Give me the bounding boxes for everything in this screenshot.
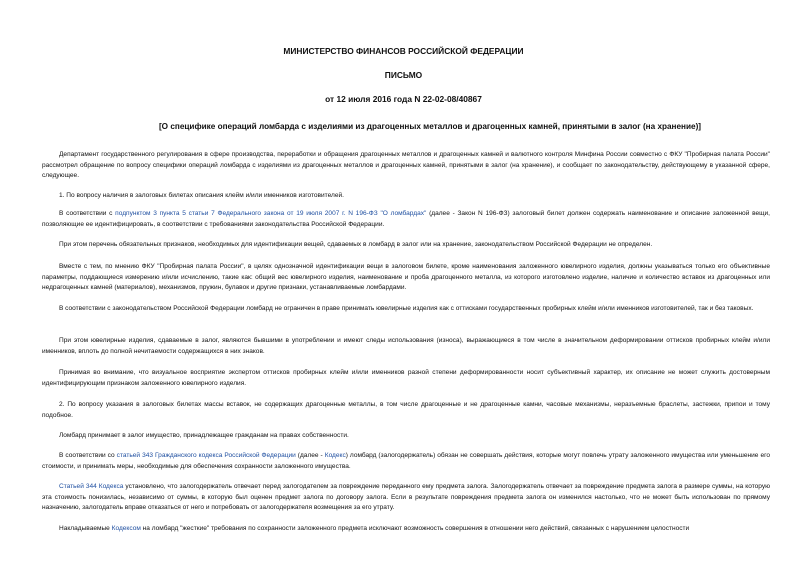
civil-code-article-343-link[interactable]: статьей 343 Гражданского кодекса Российской Федерации xyxy=(116,452,296,459)
paragraph-text: ) ломбард (залогодержатель) обязан не совершать действия, которые могут повлечь утрату заложенного имущества или уменьшение его стоимости, и принимать меры, необходимые для обеспечения сохранности заложенного имущества. xyxy=(42,452,770,470)
paragraph-identification: При этом перечень обязательных признаков, необходимых для идентификации вещей, сдаваемых в ломбард в залог или на хранение, законодательством Российской Федерации не определен. xyxy=(59,241,653,248)
date-number-heading: от 12 июля 2016 года N 22-02-08/40867 xyxy=(325,94,482,104)
civil-code-link[interactable]: Кодекс xyxy=(324,452,346,459)
paragraph-text: В соответствии с xyxy=(59,210,116,217)
paragraph-ownership: Ломбард принимает в залог имущество, принадлежащее гражданам на правах собственности. xyxy=(59,432,349,439)
paragraph-section-1: 1. По вопросу наличия в залоговых билетах описания клейм и/или именников изготовителей. xyxy=(59,192,344,199)
paragraph-assay-chamber-opinion: Вместе с тем, по мнению ФКУ "Пробирная палата России", в целях однозначной идентификации вещи в залоговом билете, кроме наименования заложенного ювелирного изделия, должны указываться только его объективные параметры, поддающиеся измерению и/или исчислению, такие как: общий вес ювелирного изделия, наименование и проба драгоценного металла, из которого изготовлено изделие, наличие и количество вставок из драгоценных или недрагоценных камней (материалов), механизмов, пружин, булавок и другие признаки, устанавливаемые ломбардами. xyxy=(42,263,770,292)
ministry-heading: МИНИСТЕРСТВО ФИНАНСОВ РОССИЙСКОЙ ФЕДЕРАЦИИ xyxy=(283,46,524,56)
paragraph-intro: Департамент государственного регулирования в сфере производства, переработки и обращения драгоценных металлов и драгоценных камней и валютного контроля Минфина России совместно с ФКУ "Пробирная палата России" рассмотрел обращение по вопросу специфики операций ломбарда с изделиями из драгоценных металлов и драгоценных камней, принятыми в залог (на хранение), и сообщает по законодательству, действующему в указанной сфере, следующее. xyxy=(42,151,770,180)
paragraph-used-items: При этом ювелирные изделия, сдаваемые в залог, являются бывшими в употреблении и имеют следы использования (износа), выражающиеся в том числе в значительном деформировании оттисков пробирных клейм и/или именников, вплоть до полной нечитаемости содержащихся в них знаков. xyxy=(42,337,770,355)
paragraph-text: (далее - Закон N 196-ФЗ) залоговый билет должен содержать наименование и описание заложенной вещи, позволяющие ее идентифицировать, в соответствии с требованиями законодательства Российской Федерации. xyxy=(42,210,771,228)
paragraph-text: Накладываемые xyxy=(59,525,112,532)
paragraph-strict-requirements xyxy=(42,524,770,535)
document-subject: [О специфике операций ломбарда с изделиями из драгоценных металлов и драгоценных камней, принятыми в залог (на хранение)] xyxy=(158,122,702,131)
paragraph-text: на ломбард "жесткие" требования по сохранности заложенного предмета исключают возможность совершения в отношении него действий, связанных с нарушением целостности xyxy=(140,525,690,532)
paragraph-article-343 xyxy=(42,451,770,472)
paragraph-law-reference xyxy=(42,209,770,230)
code-link[interactable]: Кодексом xyxy=(111,525,141,532)
civil-code-article-344-link[interactable]: Статьей 344 Кодекса xyxy=(59,483,124,490)
paragraph-section-2: 2. По вопросу указания в залоговых билетах массы вставок, не содержащих драгоценные металлы, в том числе драгоценные и не драгоценные камни, часовые механизмы, неразъемные браслеты, застежки, припои и тому подобное. xyxy=(42,401,770,419)
paragraph-text: установлено, что залогодержатель отвечает перед залогодателем за повреждение переданного ему предмета залога. Залогодержатель отвечает за повреждение предмета залога в размере суммы, на которую эта стоимость понизилась, независимо от суммы, в которую был оценен предмет залога по договору залога. Если в результате повреждения предмета залога он изменился настолько, что не может быть использован по прямому назначению, залогодатель вправе отказаться от него и потребовать от залогодержателя возмещения за его утрату. xyxy=(42,483,771,512)
paragraph-text: В соответствии со xyxy=(59,452,117,459)
paragraph-pawnshop-rights: В соответствии с законодательством Российской Федерации ломбард не ограничен в праве принимать ювелирные изделия как с оттисками государственных пробирных клейм и/или именников изготовителей, так и без таковых. xyxy=(59,305,754,312)
document-type-heading: ПИСЬМО xyxy=(384,70,423,80)
paragraph-article-344 xyxy=(42,482,770,514)
paragraph-text: (далее - xyxy=(295,452,325,459)
paragraph-visual-perception: Принимая во внимание, что визуальное восприятие экспертом оттисков пробирных клейм и/или именников разной степени деформированности носит субъективный характер, их описание не может служить достоверным идентифицирующим признаком заложенного ювелирного изделия. xyxy=(42,369,770,387)
law-196-fz-link[interactable]: подпунктом 3 пункта 5 статьи 7 Федерального закона от 19 июля 2007 г. N 196-ФЗ "О ломбардах" xyxy=(115,210,427,217)
